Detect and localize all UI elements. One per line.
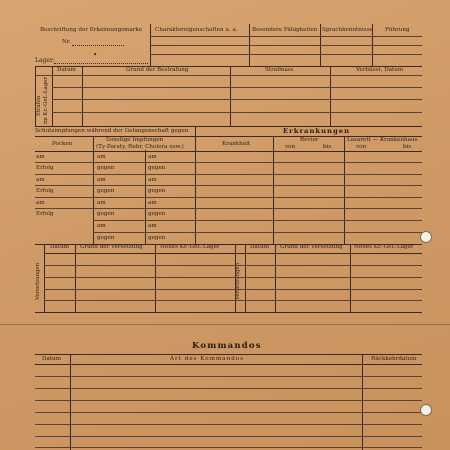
impf-row-label: am bbox=[148, 177, 157, 183]
sonstige-header-2: (Ty-Paraty, Ruhr, Cholera usw.) bbox=[96, 144, 184, 150]
punch-hole-lower bbox=[420, 404, 432, 416]
impf-row-label: gegen bbox=[97, 165, 115, 171]
impf-row-label: am bbox=[97, 200, 106, 206]
sprachen-header: Sprachkenntnisse bbox=[322, 27, 373, 33]
impf-row-label: gegen bbox=[97, 211, 115, 217]
lazarett-header: Lazarett — Krankenhaus bbox=[347, 137, 418, 143]
impf-row-label: gegen bbox=[148, 211, 166, 217]
impf-row-label: gegen bbox=[148, 165, 166, 171]
krankheit-header: Krankheit bbox=[222, 141, 251, 147]
vers-grund-header-left: Grund der Versetzung bbox=[80, 244, 143, 250]
impf-row-label: am bbox=[36, 200, 45, 206]
versetzungen-side-label-right: Versetzungen bbox=[235, 262, 241, 300]
vers-lager-header-right: Neues Kr.-Gef.-Lager bbox=[354, 244, 414, 250]
lager-field[interactable] bbox=[54, 63, 148, 64]
impf-row-label: gegen bbox=[148, 235, 166, 241]
kommandos-title: Kommandos bbox=[192, 341, 262, 351]
impf-row-label: gegen bbox=[97, 235, 115, 241]
charakter-header: Charaktereigenschaften u. a. bbox=[155, 27, 238, 33]
impf-row-label: am bbox=[97, 154, 106, 160]
impf-row-label: am bbox=[148, 154, 157, 160]
marker-dot: • bbox=[93, 51, 98, 59]
versetzungen-side-label-left: Versetzungen bbox=[35, 262, 41, 300]
strafen-strafmass-header: Strafmass bbox=[265, 67, 294, 73]
fuehrung-header: Führung bbox=[385, 27, 410, 33]
lazarett-bis-header: bis bbox=[403, 144, 412, 150]
impf-row-label: am bbox=[148, 223, 157, 229]
revier-header: Revier bbox=[300, 137, 319, 143]
vers-lager-header-left: Neues Kr.-Gef.-Lager bbox=[160, 244, 220, 250]
kommandos-art-header: Art des Kommandos bbox=[170, 356, 245, 362]
strafen-grund-header: Grund der Bestrafung bbox=[126, 67, 189, 73]
impf-row-label: gegen bbox=[148, 188, 166, 194]
impfungen-title: Schutzimpfungen während der Gefangenschaft gegen bbox=[35, 128, 189, 134]
erkrankungen-title: Erkrankungen bbox=[283, 127, 351, 135]
impf-row-label: Erfolg bbox=[36, 211, 54, 217]
impf-row-label: am bbox=[97, 223, 106, 229]
lazarett-von-header: von bbox=[356, 144, 367, 150]
pocken-header: Pocken bbox=[52, 141, 73, 147]
strafen-side-label-2: im Kr.-Gef.-Lager bbox=[43, 77, 49, 124]
nr-field[interactable] bbox=[72, 45, 124, 46]
nr-label: Nr. bbox=[62, 39, 71, 45]
impf-row-label: Erfolg bbox=[36, 165, 54, 171]
vers-datum-header-right: Datum bbox=[250, 244, 269, 250]
kommandos-rueckkehr-header: Rückkehrdatum bbox=[371, 356, 417, 362]
strafen-datum-header: Datum bbox=[57, 67, 76, 73]
strafen-side-label: Strafen bbox=[36, 95, 42, 116]
kommandos-datum-header: Datum bbox=[42, 356, 61, 362]
erkennungsmarke-label: Beschriftung der Erkennungsmarke bbox=[40, 27, 143, 33]
lager-label: Lager: bbox=[35, 57, 55, 64]
punch-hole-upper bbox=[420, 231, 432, 243]
strafen-verbuesst-header: Verbüsst, Datum bbox=[356, 67, 404, 73]
vers-grund-header-right: Grund der Versetzung bbox=[280, 244, 343, 250]
impf-row-label: gegen bbox=[97, 188, 115, 194]
revier-von-header: von bbox=[285, 144, 296, 150]
fold-crease bbox=[0, 324, 450, 325]
impf-row-label: am bbox=[36, 154, 45, 160]
impf-row-label: am bbox=[36, 177, 45, 183]
revier-bis-header: bis bbox=[323, 144, 332, 150]
sonstige-header: Sonstige Impfungen bbox=[106, 137, 164, 143]
impf-row-label: Erfolg bbox=[36, 188, 54, 194]
faehigkeiten-header: Besondere Fähigkeiten bbox=[252, 27, 318, 33]
impf-row-label: am bbox=[97, 177, 106, 183]
impf-row-label: am bbox=[148, 200, 157, 206]
vers-datum-header-left: Datum bbox=[50, 244, 69, 250]
